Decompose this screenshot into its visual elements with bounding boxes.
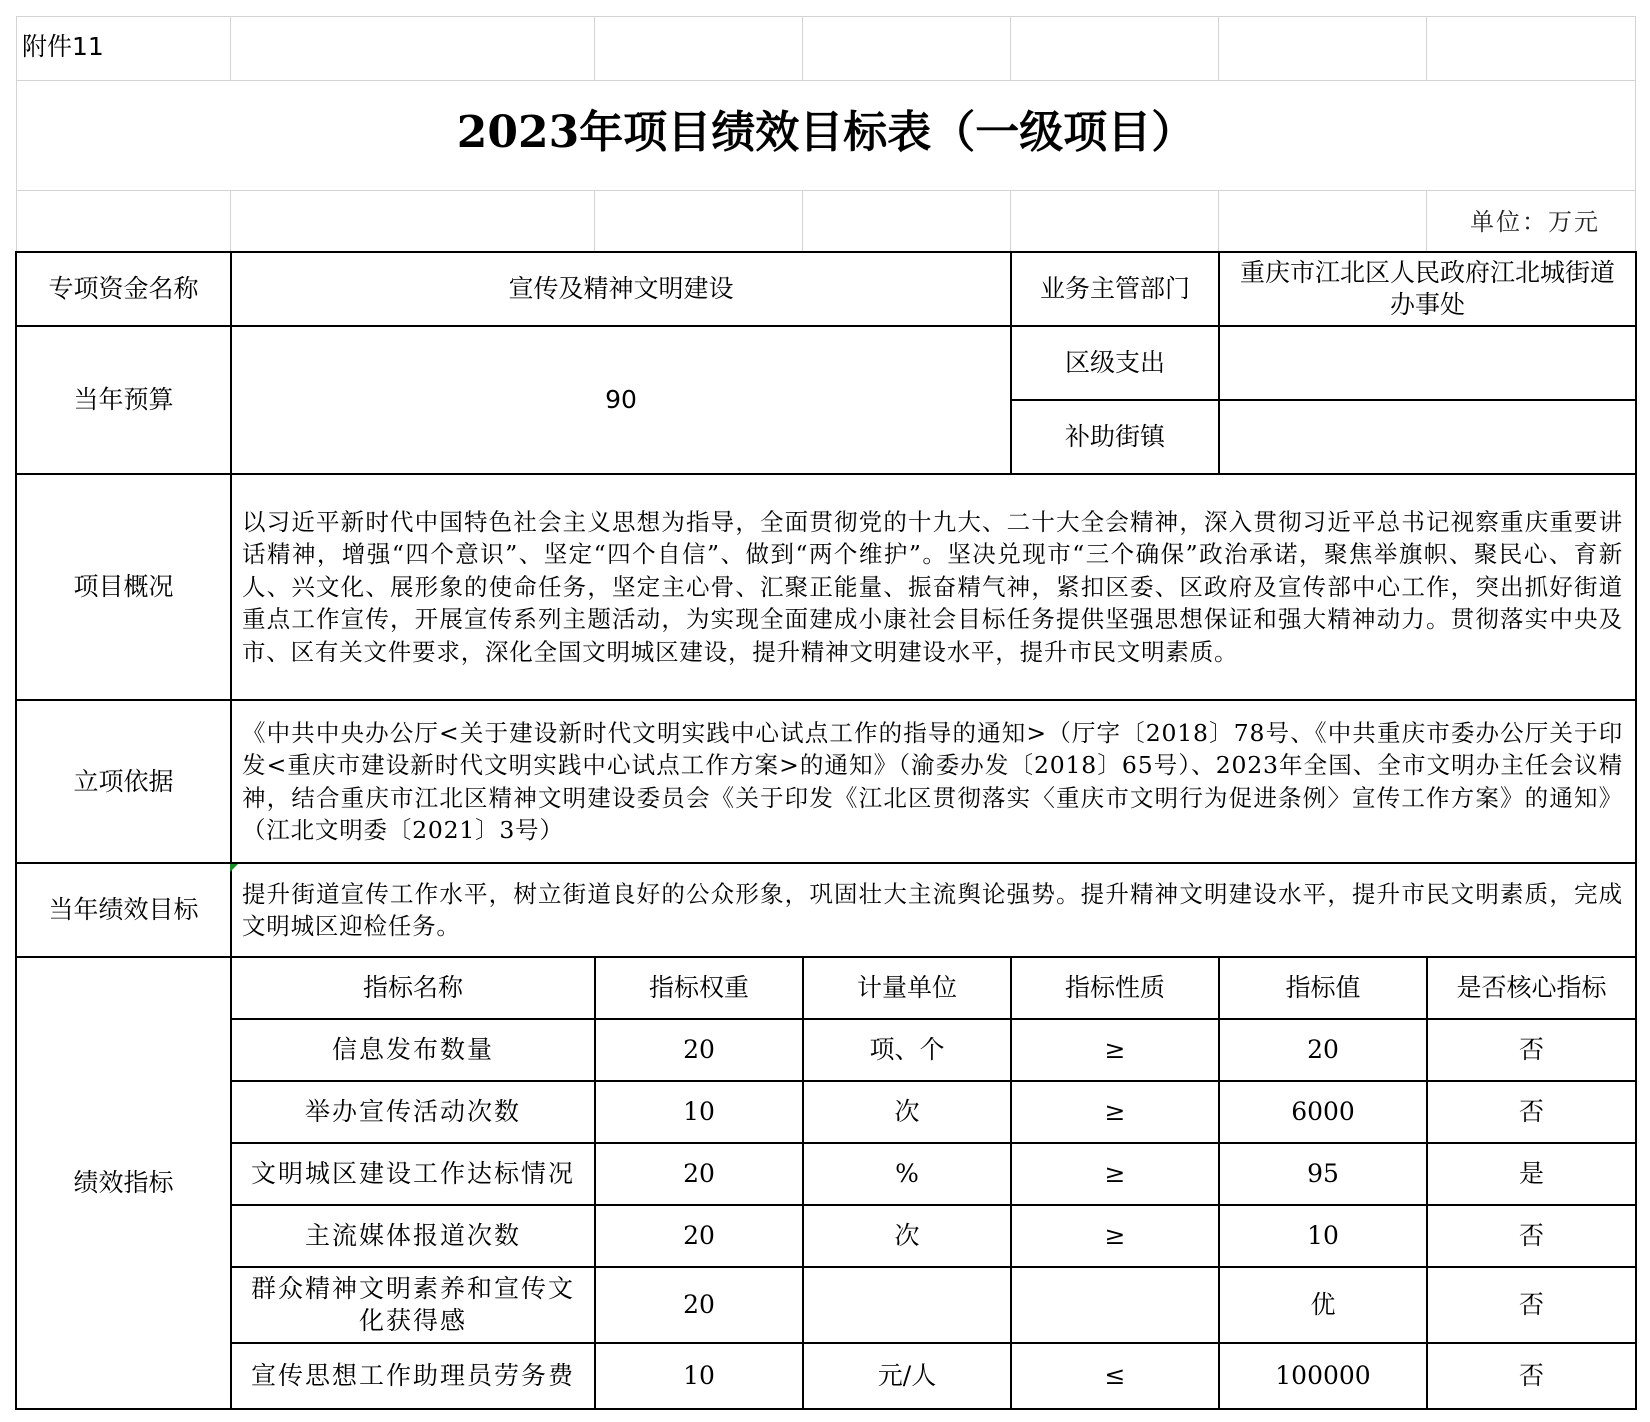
dept-value: 重庆市江北区人民政府江北城街道办事处 (1218, 251, 1637, 327)
indicator-unit: % (802, 1142, 1012, 1206)
indicator-nature: ≥ (1010, 1018, 1220, 1082)
indicator-weight: 20 (594, 1018, 804, 1082)
gridline (802, 190, 803, 252)
indicator-nature (1010, 1266, 1220, 1344)
indicator-core: 否 (1426, 1342, 1637, 1410)
col-header-nature: 指标性质 (1010, 956, 1220, 1020)
indicator-value: 优 (1218, 1266, 1428, 1344)
goal-label: 当年绩效目标 (15, 862, 232, 958)
overview-label: 项目概况 (15, 473, 232, 701)
page-title: 2023年项目绩效目标表（一级项目） (456, 107, 1196, 158)
goal-paragraph: 提升街道宣传工作水平，树立街道良好的公众形象，巩固壮大主流舆论强势。提升精神文明建设水平，提升市民文明素质，完成文明城区迎检任务。 (242, 879, 1623, 940)
basis-paragraph: 《中共中央办公厅<关于建设新时代文明实践中心试点工作的指导的通知>（厅字〔2018〕78号、《中共重庆市委办公厅关于印发<重庆市建设新时代文明实践中心试点工作方案>的通知》（渝委办发〔2018〕65号）、2023年全国、全市文明办主任会议精神，结合重庆市江北区精神文明建设委员会《关于印发《江北区贯彻落实〈重庆市文明行为促进条例〉宣传工作方案》的通知》（江北文明委〔2021〕3号） (242, 718, 1623, 844)
indicator-weight: 10 (594, 1342, 804, 1410)
indicator-name: 主流媒体报道次数 (230, 1204, 596, 1268)
basis-text (230, 699, 1637, 864)
gridline (1218, 190, 1219, 252)
indicator-value: 10 (1218, 1204, 1428, 1268)
budget-label: 当年预算 (15, 325, 232, 475)
comment-marker (230, 864, 238, 872)
indicator-name: 宣传思想工作助理员劳务费 (230, 1342, 596, 1410)
indicator-name: 举办宣传活动次数 (230, 1080, 596, 1144)
indicator-unit: 次 (802, 1204, 1012, 1268)
indicator-nature: ≤ (1010, 1342, 1220, 1410)
subsidy-value (1218, 399, 1637, 475)
indicator-name: 文明城区建设工作达标情况 (230, 1142, 596, 1206)
gridline (16, 190, 1636, 191)
basis-label: 立项依据 (15, 699, 232, 864)
indicator-value: 6000 (1218, 1080, 1428, 1144)
gridline (802, 16, 803, 80)
district-expense-value (1218, 325, 1637, 401)
indicators-label: 绩效指标 (15, 956, 232, 1410)
indicator-core: 否 (1426, 1080, 1637, 1144)
gridline (594, 16, 595, 80)
indicator-core: 否 (1426, 1266, 1637, 1344)
col-header-unit: 计量单位 (802, 956, 1012, 1020)
subsidy-label: 补助街镇 (1010, 399, 1220, 475)
indicator-nature: ≥ (1010, 1080, 1220, 1144)
col-header-weight: 指标权重 (594, 956, 804, 1020)
overview-paragraph: 以习近平新时代中国特色社会主义思想为指导，全面贯彻党的十九大、二十大全会精神，深入贯彻习近平总书记视察重庆重要讲话精神，增强“四个意识”、坚定“四个自信”、做到“两个维护”。坚决兑现市“三个确保”政治承诺，聚焦举旗帜、聚民心、育新人、兴文化、展形象的使命任务，坚定主心骨、汇聚正能量、振奋精气神，紧扣区委、区政府及宣传部中心工作，突出抓好街道重点工作宣传，开展宣传系列主题活动，为实现全面建成小康社会目标任务提供坚强思想保证和强大精神动力。贯彻落实中央及市、区有关文件要求，深化全国文明城区建设，提升精神文明建设水平，提升市民文明素质。 (242, 507, 1623, 666)
col-header-name: 指标名称 (230, 956, 596, 1020)
col-header-core: 是否核心指标 (1426, 956, 1637, 1020)
gridline (1010, 16, 1011, 80)
indicator-unit (802, 1266, 1012, 1344)
gridline (1218, 16, 1219, 80)
gridline (1426, 190, 1427, 252)
gridline (1010, 190, 1011, 252)
indicator-core: 否 (1426, 1018, 1637, 1082)
indicator-nature: ≥ (1010, 1142, 1220, 1206)
indicator-unit: 次 (802, 1080, 1012, 1144)
indicator-weight: 20 (594, 1142, 804, 1206)
indicator-value: 95 (1218, 1142, 1428, 1206)
indicator-unit: 元/人 (802, 1342, 1012, 1410)
indicator-weight: 10 (594, 1080, 804, 1144)
gridline (230, 16, 231, 80)
dept-label: 业务主管部门 (1010, 251, 1220, 327)
goal-text (230, 862, 1637, 958)
budget-value: 90 (230, 325, 1012, 475)
gridline (1426, 16, 1427, 80)
indicator-nature: ≥ (1010, 1204, 1220, 1268)
indicator-value: 100000 (1218, 1342, 1428, 1410)
indicator-unit: 项、个 (802, 1018, 1012, 1082)
fund-name-value: 宣传及精神文明建设 (230, 251, 1012, 327)
indicator-value: 20 (1218, 1018, 1428, 1082)
district-expense-label: 区级支出 (1010, 325, 1220, 401)
indicator-weight: 20 (594, 1266, 804, 1344)
gridline (16, 16, 1636, 17)
attachment-label: 附件11 (22, 32, 104, 61)
gridline (16, 80, 1636, 81)
indicator-weight: 20 (594, 1204, 804, 1268)
indicator-core: 是 (1426, 1142, 1637, 1206)
overview-text (230, 473, 1637, 701)
fund-name-label: 专项资金名称 (15, 251, 232, 327)
indicator-core: 否 (1426, 1204, 1637, 1268)
gridline (230, 190, 231, 252)
gridline (594, 190, 595, 252)
unit-label: 单位：万元 (1470, 208, 1600, 236)
indicator-name: 群众精神文明素养和宣传文化获得感 (230, 1266, 596, 1344)
col-header-value: 指标值 (1218, 956, 1428, 1020)
indicator-name: 信息发布数量 (230, 1018, 596, 1082)
